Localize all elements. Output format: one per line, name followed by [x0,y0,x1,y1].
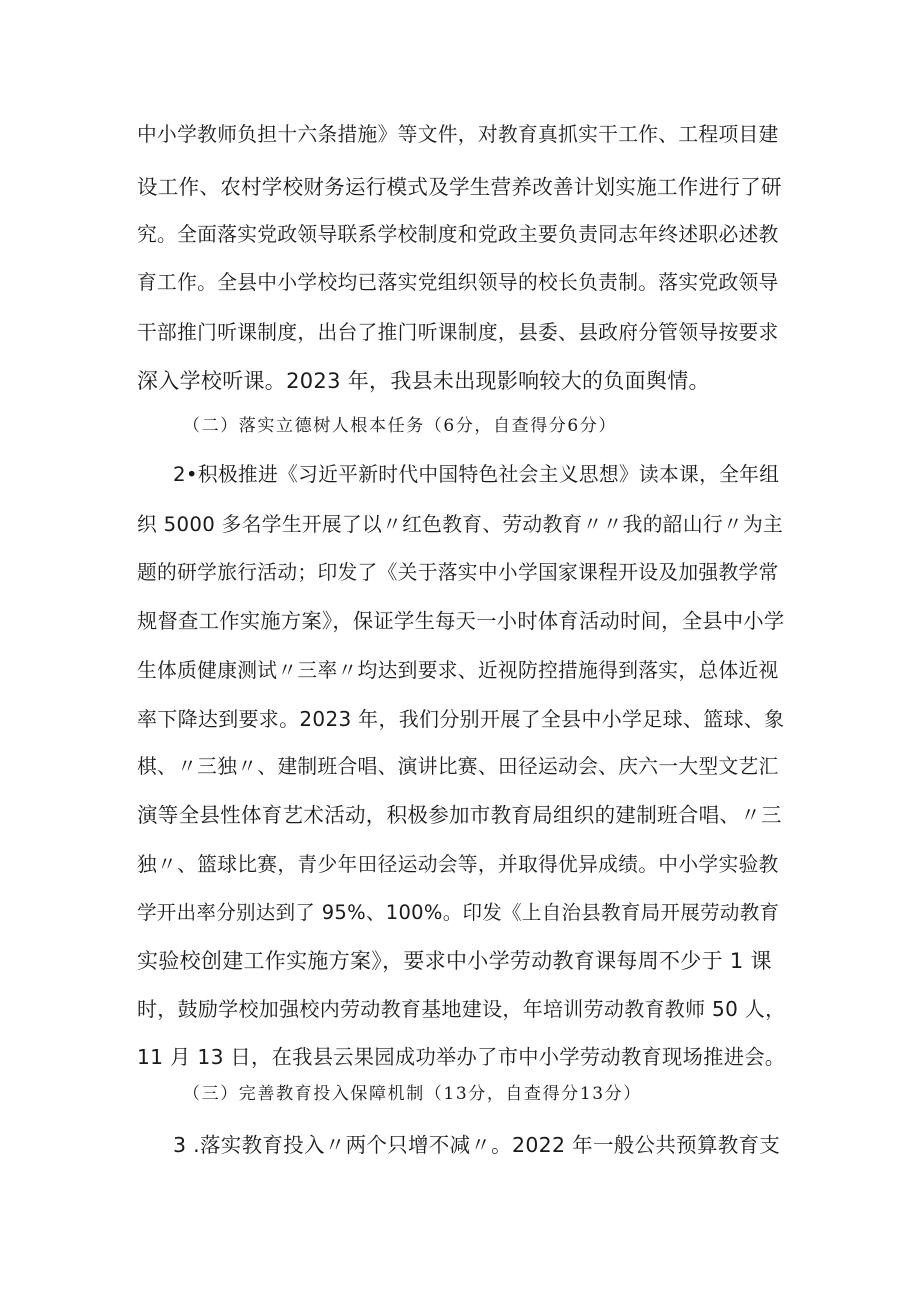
paragraph-line: 中小学教师负担十六条措施》等文件，对教育真抓实干工作、工程项目建 [137,123,779,146]
paragraph-line: 棋、〃三独〃、建制班合唱、演讲比赛、田径运动会、庆六一大型文艺汇 [137,755,779,778]
paragraph-line: 2•积极推进《习近平新时代中国特色社会主义思想》读本课，全年组 [173,463,780,486]
paragraph-line: 究。全面落实党政领导联系学校制度和党政主要负责同志年终述职必述教 [137,223,779,246]
paragraph-line: 率下降达到要求。2023 年，我们分别开展了全县中小学足球、篮球、象 [137,707,785,731]
paragraph-line: 11 月 13 日，在我县云果园成功举办了市中小学劳动教育现场推进会。 [137,1045,786,1069]
section-heading: （三）完善教育投入保障机制（13分，自查得分13分） [183,1084,642,1104]
paragraph-line: 时，鼓励学校加强校内劳动教育基地建设，年培训劳动教育教师 50 人， [137,997,786,1021]
paragraph-line: 设工作、农村学校财务运行模式及学生营养改善计划实施工作进行了研 [137,175,782,199]
paragraph-line: 学开出率分别达到了 95%、100%。印发《上自治县教育局开展劳动教育 [137,901,780,924]
paragraph-line: 干部推门听课制度，出台了推门听课制度，县委、县政府分管领导按要求 [137,321,779,344]
paragraph-line: 演等全县性体育艺术活动，积极参加市教育局组织的建制班合唱、〃三 [137,803,782,827]
paragraph-line: 深入学校听课。2023 年，我县未出现影响较大的负面舆情。 [137,369,710,393]
section-heading: （二）落实立德树人根本任务（6分，自查得分6分） [183,416,618,436]
paragraph-line: 3 .落实教育投入〃两个只增不减〃。2022 年一般公共预算教育支 [173,1133,781,1157]
paragraph-line: 规督查工作实施方案》，保证学生每天一小时体育活动时间，全县中小学 [137,609,785,633]
paragraph-line: 独〃、篮球比赛，青少年田径运动会等，并取得优异成绩。中小学实验教 [137,853,779,876]
paragraph-line: 生体质健康测试〃三率〃均达到要求、近视防控措施得到落实，总体近视 [137,659,779,682]
paragraph-line: 实验校创建工作实施方案》，要求中小学劳动教育课每周不少于 1 课 [137,949,772,973]
paragraph-line: 题的研学旅行活动；印发了《关于落实中小学国家课程开设及加强教学常 [137,561,779,584]
paragraph-line: 织 5000 多名学生开展了以〃红色教育、劳动教育〃〃我的韶山行〃为主 [137,513,784,536]
paragraph-line: 育工作。全县中小学校均已落实党组织领导的校长负责制。落实党政领导 [137,271,779,294]
